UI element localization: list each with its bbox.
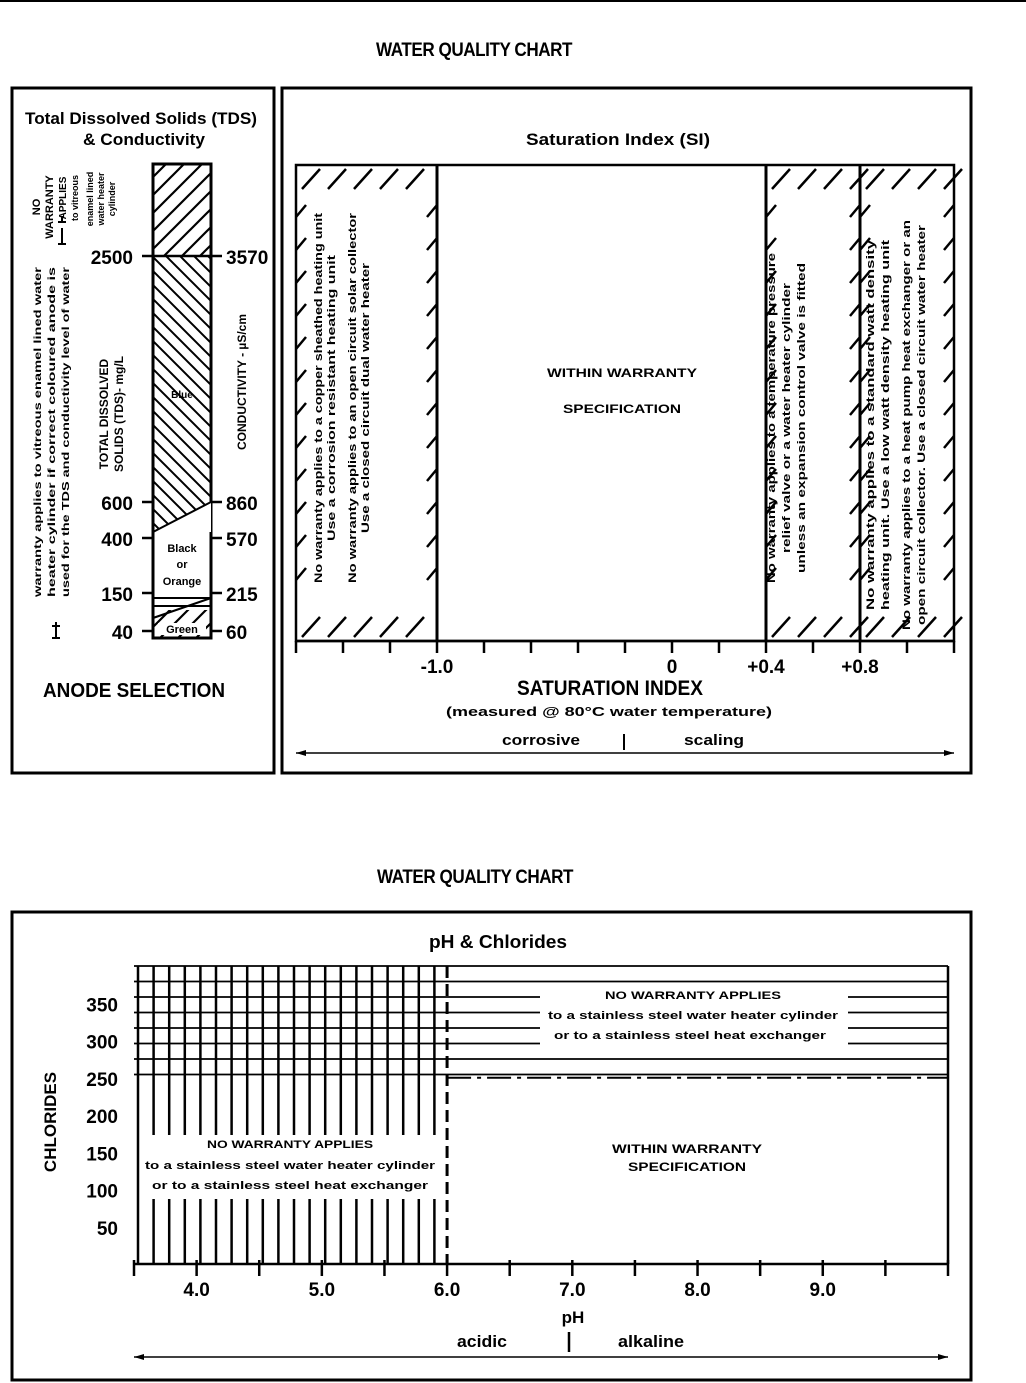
ph-tick-label: 8.0 bbox=[684, 1280, 711, 1301]
tds-axis-label-line1: TOTAL DISSOLVED bbox=[97, 358, 111, 470]
si-hatch bbox=[824, 169, 842, 189]
si-note-left-2: Use a corrosion resistant heating unit bbox=[326, 343, 338, 541]
si-hatch bbox=[892, 169, 910, 189]
tds-axis-label-line2: SOLIDS (TDS)- mg/L bbox=[112, 356, 126, 472]
si-hatch bbox=[772, 169, 790, 189]
si-within-line1: WITHIN WARRANTY bbox=[547, 366, 697, 380]
si-hatch bbox=[944, 502, 954, 514]
page-heading-bottom: WATER QUALITY CHART bbox=[377, 867, 574, 888]
tds-tick-label: 600 bbox=[101, 494, 133, 515]
si-within-line2: SPECIFICATION bbox=[563, 402, 681, 416]
nw-line4: to vitreous bbox=[70, 174, 80, 222]
si-title: Saturation Index (SI) bbox=[526, 130, 710, 149]
si-hatch bbox=[296, 304, 306, 316]
si-hatch bbox=[944, 568, 954, 580]
si-note-mid-1: No warranty applies to a temperature pressure bbox=[766, 339, 778, 583]
tds-tick-label: 150 bbox=[101, 585, 133, 606]
si-tick-label: -1.0 bbox=[420, 657, 454, 678]
orange-anode-label: Orange bbox=[162, 576, 202, 588]
tds-title-line2: & Conductivity bbox=[83, 130, 206, 149]
tds-tick-label: 400 bbox=[101, 530, 133, 551]
green-anode-label: Green bbox=[166, 624, 198, 636]
ph-tick-label: 7.0 bbox=[559, 1280, 586, 1301]
si-hatch bbox=[944, 370, 954, 382]
si-hatch bbox=[944, 469, 954, 481]
nw-line1: NO bbox=[31, 198, 43, 216]
ph-ylabel: CHLORIDES bbox=[41, 1071, 60, 1173]
ph-within-text-2: SPECIFICATION bbox=[628, 1160, 746, 1174]
ph-left-text-1: NO WARRANTY APPLIES bbox=[207, 1139, 373, 1151]
si-hatch bbox=[328, 617, 346, 637]
vitreous-note-line1: warranty applies to vitreous enamel lined water bbox=[32, 360, 44, 597]
ph-upper-text-2: to a stainless steel water heater cylinder bbox=[548, 1010, 839, 1022]
si-hatch bbox=[824, 617, 842, 637]
si-xlabel-sub: (measured @ 80°C water temperature) bbox=[446, 704, 772, 719]
si-hatch bbox=[296, 403, 306, 415]
anode-selection-label: ANODE SELECTION bbox=[43, 680, 225, 702]
chloride-tick-label: 50 bbox=[96, 1218, 118, 1240]
black-anode-label: Black bbox=[167, 543, 197, 555]
ph-acidic-label: acidic bbox=[457, 1332, 507, 1351]
si-scaling-label: scaling bbox=[684, 732, 744, 749]
blue-anode-label: Blue bbox=[171, 390, 193, 401]
ph-tick-label: 4.0 bbox=[183, 1280, 210, 1301]
si-panel bbox=[278, 86, 974, 775]
ph-tick-label: 5.0 bbox=[308, 1280, 336, 1301]
nw-line3: APPLIES bbox=[58, 176, 69, 220]
tds-tick-label: 2500 bbox=[90, 248, 133, 269]
si-hatch bbox=[296, 337, 306, 349]
si-hatch bbox=[866, 617, 884, 637]
ph-left-text-2: to a stainless steel water heater cylinder bbox=[145, 1160, 436, 1172]
tds-panel bbox=[10, 86, 276, 775]
ph-upper-text-1: NO WARRANTY APPLIES bbox=[605, 990, 781, 1002]
no-warranty-band bbox=[153, 164, 211, 256]
si-hatch bbox=[296, 568, 306, 580]
or-label: or bbox=[176, 559, 188, 571]
page-heading-top: WATER QUALITY CHART bbox=[376, 40, 573, 61]
si-tick-label: +0.4 bbox=[747, 657, 785, 678]
si-hatch bbox=[354, 169, 372, 189]
si-hatch bbox=[302, 617, 320, 637]
si-hatch bbox=[918, 169, 936, 189]
si-hatch bbox=[798, 617, 816, 637]
si-note-right-3: No warranty applies to a heat pump heat exchanger or an bbox=[901, 330, 913, 630]
nw-line7: cylinder bbox=[107, 181, 117, 217]
tds-title-line1: Total Dissolved Solids (TDS) bbox=[25, 109, 257, 128]
vitreous-note-line2: heater cylinder if correct coloured anode is bbox=[46, 381, 58, 597]
ph-left-text-3: or to a stainless steel heat exchanger bbox=[152, 1180, 430, 1192]
ph-title: pH & Chlorides bbox=[429, 932, 567, 952]
si-hatch bbox=[944, 205, 954, 217]
si-hatch bbox=[866, 169, 884, 189]
si-tick-label: +0.8 bbox=[841, 657, 879, 678]
si-hatch bbox=[296, 205, 306, 217]
chloride-tick-label: 300 bbox=[86, 1032, 118, 1054]
si-hatch bbox=[296, 535, 306, 547]
conductivity-tick-label: 215 bbox=[226, 585, 258, 606]
si-note-right-2: heating unit. Use a low watt density heating unit bbox=[880, 358, 892, 610]
ph-alkaline-label: alkaline bbox=[618, 1332, 684, 1351]
si-hatch bbox=[380, 617, 398, 637]
si-hatch bbox=[406, 617, 424, 637]
si-note-left-1: No warranty applies to a copper sheathed heating unit bbox=[313, 299, 325, 583]
si-hatch bbox=[944, 436, 954, 448]
si-note-mid-2: relief valve or a water heater cylinder bbox=[781, 359, 793, 553]
nw-line2: WARRANTY bbox=[44, 175, 56, 239]
si-hatch bbox=[302, 169, 320, 189]
si-note-left-3: No warranty applies to an open circuit solar collector bbox=[347, 305, 359, 583]
conductivity-axis-label: CONDUCTIVITY - µS/cm bbox=[235, 313, 249, 451]
si-axis bbox=[296, 641, 954, 678]
si-note-left-4: Use a closed circuit dual water heater bbox=[360, 336, 372, 533]
si-hatch bbox=[944, 535, 954, 547]
top-rule bbox=[0, 0, 1026, 2]
si-hatch bbox=[944, 304, 954, 316]
si-xlabel: SATURATION INDEX bbox=[517, 677, 703, 700]
ph-xlabel: pH bbox=[561, 1308, 585, 1327]
chloride-tick-label: 250 bbox=[86, 1069, 118, 1091]
nw-line5: enamel lined bbox=[85, 171, 95, 227]
si-tick-label: 0 bbox=[666, 657, 678, 678]
tds-tick-label: 40 bbox=[111, 623, 133, 644]
si-hatch bbox=[296, 370, 306, 382]
si-hatch bbox=[798, 169, 816, 189]
ph-upper-text-3: or to a stainless steel heat exchanger bbox=[554, 1030, 827, 1042]
si-hatch bbox=[944, 271, 954, 283]
conductivity-tick-label: 860 bbox=[226, 494, 258, 515]
nw-line6: water heater bbox=[96, 172, 106, 226]
si-hatch bbox=[328, 169, 346, 189]
conductivity-tick-label: 60 bbox=[226, 623, 248, 644]
ph-tick-label: 9.0 bbox=[809, 1280, 836, 1301]
chloride-tick-label: 350 bbox=[86, 995, 118, 1017]
si-hatch bbox=[380, 169, 398, 189]
ph-within-text-1: WITHIN WARRANTY bbox=[612, 1142, 762, 1156]
si-note-mid-3: unless an expansion control valve is fitted bbox=[796, 351, 808, 573]
vitreous-note-line3: used for the TDS and conductivity level of water bbox=[60, 357, 72, 597]
si-hatch bbox=[354, 617, 372, 637]
si-note-right-1: No warranty applies to a standard watt density bbox=[865, 366, 877, 610]
si-hatch bbox=[296, 271, 306, 283]
si-hatch bbox=[772, 617, 790, 637]
si-note-right-4: open circuit collector. Use a closed circuit water heater bbox=[916, 337, 928, 625]
chloride-tick-label: 150 bbox=[86, 1144, 118, 1166]
si-hatch bbox=[296, 469, 306, 481]
ph-tick-label: 6.0 bbox=[433, 1280, 461, 1301]
conductivity-tick-label: 3570 bbox=[226, 248, 269, 269]
conductivity-tick-label: 570 bbox=[226, 530, 258, 551]
si-hatch bbox=[944, 238, 954, 250]
chloride-tick-label: 100 bbox=[86, 1181, 118, 1203]
ph-panel bbox=[10, 910, 974, 1382]
si-hatch bbox=[406, 169, 424, 189]
si-hatch bbox=[296, 436, 306, 448]
si-hatch bbox=[944, 403, 954, 415]
si-hatch bbox=[296, 238, 306, 250]
si-hatch bbox=[296, 502, 306, 514]
si-corrosive-label: corrosive bbox=[502, 732, 580, 749]
si-hatch bbox=[944, 337, 954, 349]
chloride-tick-label: 200 bbox=[86, 1107, 118, 1128]
